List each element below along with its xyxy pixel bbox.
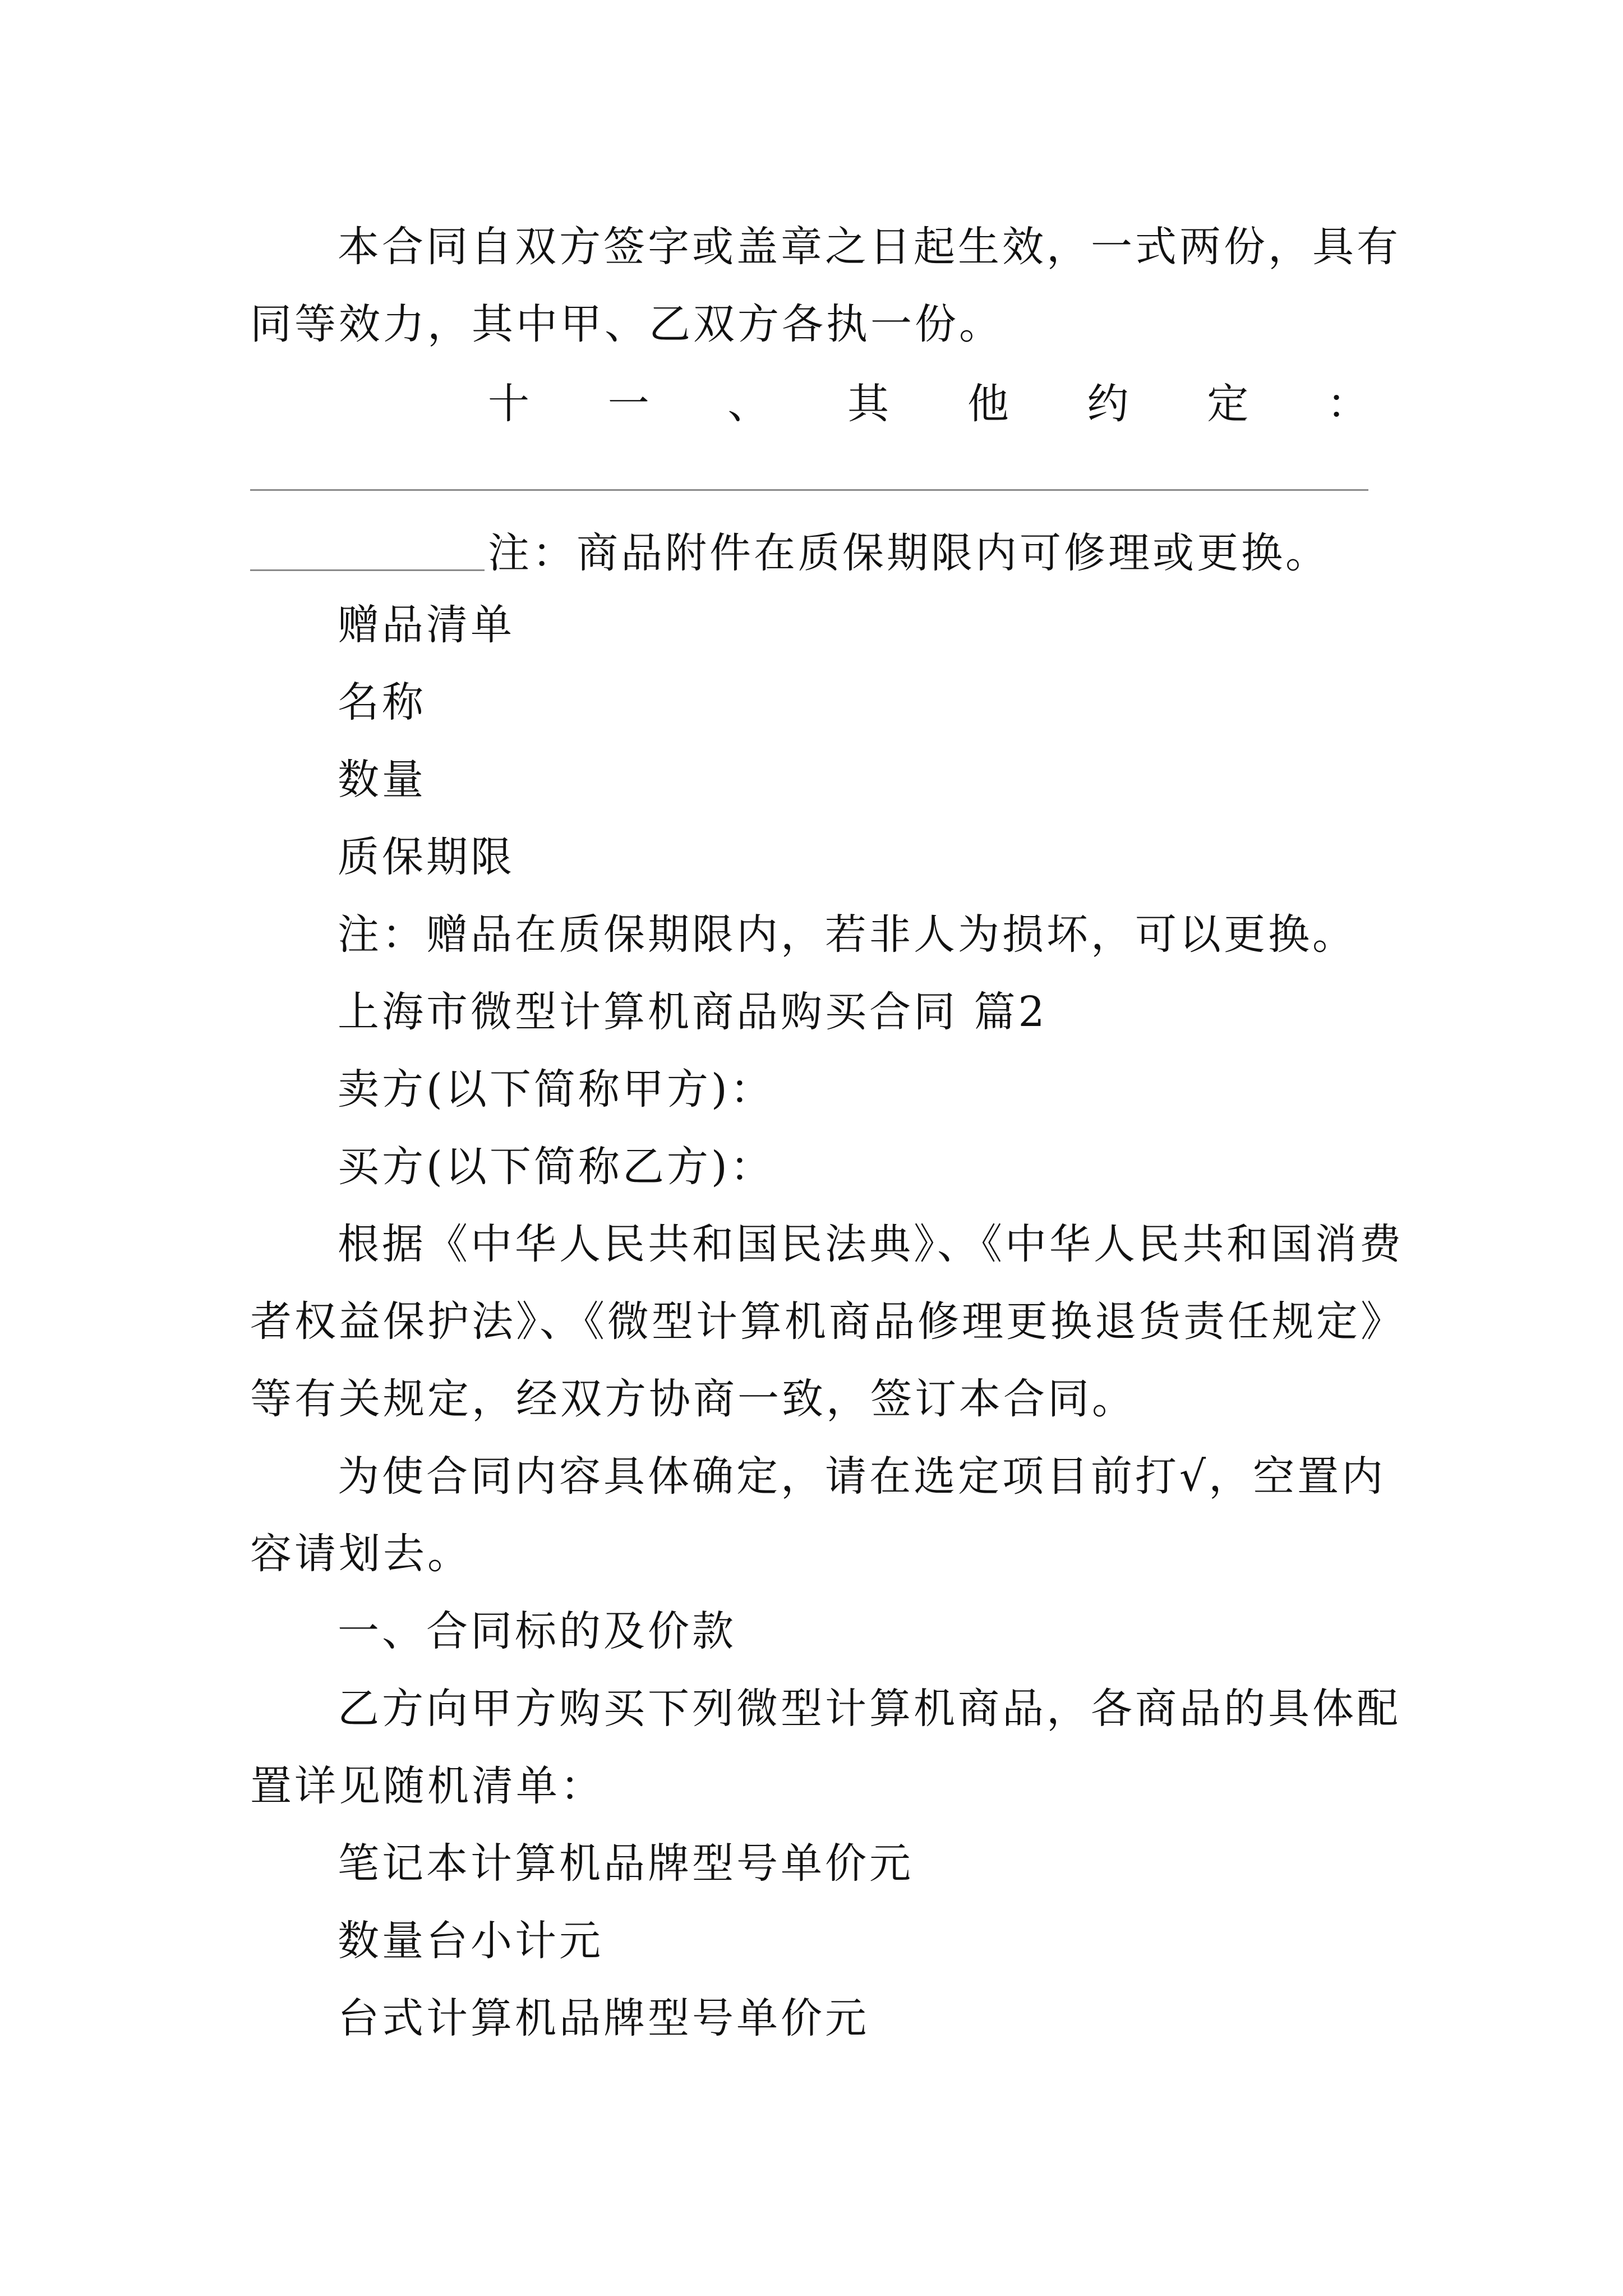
heading-char: 、 <box>727 380 769 428</box>
section-heading-other-agreements <box>488 378 1368 430</box>
contract-title-part2: 上海市微型计算机商品购买合同 篇2 <box>338 988 1048 1036</box>
paragraph-instruction-line1: 为使合同内容具体确定，请在选定项目前打√，空置内 <box>338 1452 1386 1501</box>
note-accessories: 注：商品附件在质保期限内可修理或更换。 <box>488 529 1330 577</box>
heading-char: 十 <box>488 380 529 428</box>
heading-char: ： <box>1326 380 1368 428</box>
desktop-item-line: 台式计算机品牌型号单价元 <box>338 1994 869 2042</box>
quantity-subtotal-line: 数量台小计元 <box>338 1917 603 1965</box>
gift-field-warranty: 质保期限 <box>338 833 515 881</box>
laptop-item-line: 笔记本计算机品牌型号单价元 <box>338 1839 914 1888</box>
heading-char: 一 <box>607 380 649 428</box>
paragraph-effective-line2: 同等效力，其中甲、乙双方各执一份。 <box>250 300 1003 348</box>
heading-char: 其 <box>847 380 889 428</box>
gift-list-heading: 赠品清单 <box>338 601 515 649</box>
seller-line: 卖方(以下简称甲方)： <box>338 1065 774 1114</box>
paragraph-purchase-line1: 乙方向甲方购买下列微型计算机商品，各商品的具体配 <box>338 1685 1401 1733</box>
section-heading-subject-price: 一、合同标的及价款 <box>338 1607 736 1655</box>
gift-field-name: 名称 <box>338 678 426 726</box>
heading-char: 他 <box>967 380 1009 428</box>
paragraph-instruction-line2: 容请划去。 <box>250 1530 472 1578</box>
paragraph-legal-basis-line2: 者权益保护法》、《微型计算机商品修理更换退货责任规定》 <box>250 1297 1405 1346</box>
paragraph-effective-line1: 本合同自双方签字或盖章之日起生效，一式两份，具有 <box>338 223 1401 271</box>
fill-in-blank <box>250 569 485 571</box>
paragraph-purchase-line2: 置详见随机清单： <box>250 1762 605 1810</box>
gift-field-quantity: 数量 <box>338 756 426 804</box>
heading-char: 定 <box>1207 380 1249 428</box>
heading-char: 约 <box>1087 380 1129 428</box>
paragraph-legal-basis-line1: 根据《中华人民共和国民法典》、《中华人民共和国消费 <box>338 1220 1404 1268</box>
fill-in-rule <box>250 489 1368 491</box>
note-gifts: 注：赠品在质保期限内，若非人为损坏，可以更换。 <box>338 910 1357 959</box>
paragraph-legal-basis-line3: 等有关规定，经双方协商一致，签订本合同。 <box>250 1375 1136 1423</box>
buyer-line: 买方(以下简称乙方)： <box>338 1143 774 1191</box>
